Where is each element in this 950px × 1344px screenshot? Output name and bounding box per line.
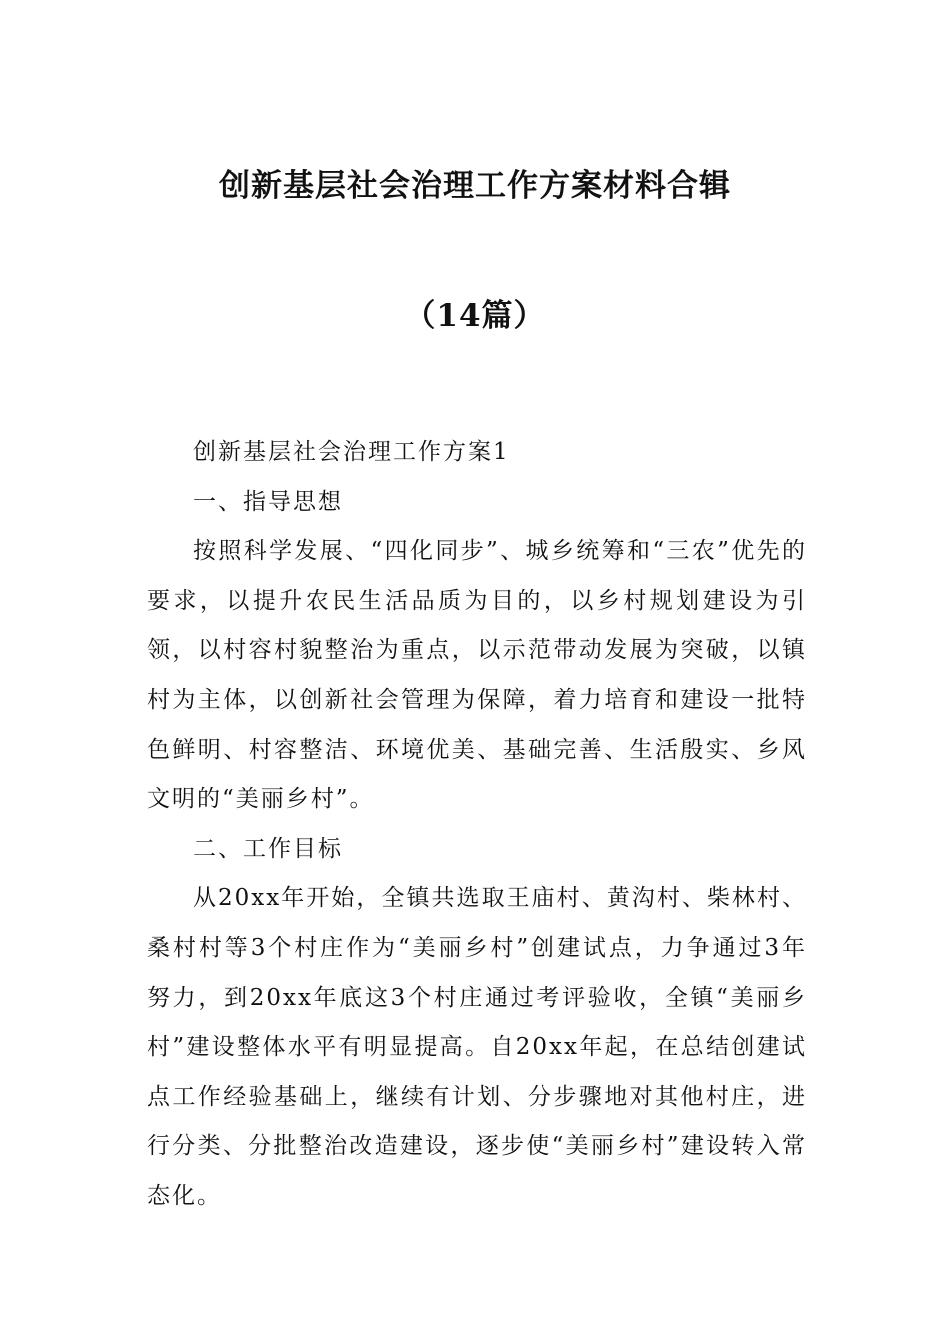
section-heading: 二、工作目标 xyxy=(193,835,343,862)
section-heading: 一、指导思想 xyxy=(193,488,343,515)
section-heading: 创新基层社会治理工作方案1 xyxy=(193,439,510,465)
document-title: 创新基层社会治理工作方案材料合辑 xyxy=(219,168,731,204)
body-paragraph: 按照科学发展、“四化同步”、城乡统筹和“三农”优先的要求，以提升农民生活品质为目的，以乡村规划建设为引领，以村容村貌整治为重点，以示范带动发展为突破，以镇村为主体，以创新社会管理为保障，着力培育和建设一批特色鲜明、村容整洁、环境优美、基础完善、生活殷实、乡风文明的“美丽乡村”。 xyxy=(147,538,807,813)
document-subtitle: （14篇） xyxy=(404,298,546,334)
document-body xyxy=(147,428,807,1222)
body-paragraph: 从20xx年开始，全镇共选取王庙村、黄沟村、柴林村、桑村村等3个村庄作为“美丽乡村”创建试点，力争通过3年努力，到20xx年底这3个村庄通过考评验收，全镇“美丽乡村”建设整体水平有明显提高。自20xx年起，在总结创建试点工作经验基础上，继续有计划、分步骤地对其他村庄，进行分类、分批整治改造建设，逐步使“美丽乡村”建设转入常态化。 xyxy=(147,885,807,1209)
